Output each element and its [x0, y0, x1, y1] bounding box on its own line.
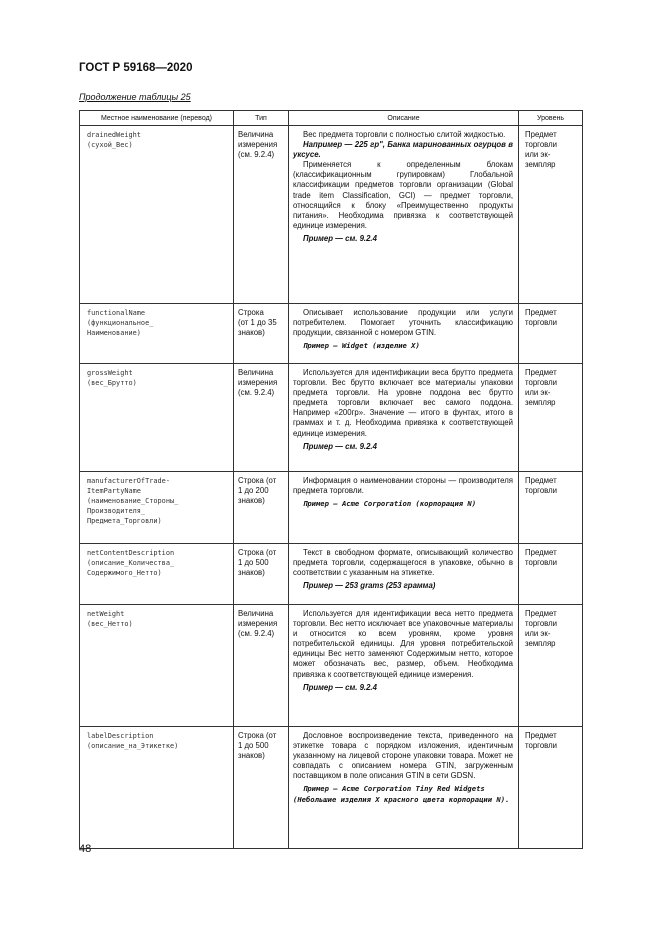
description-text: Информация о наименовании стороны — производителя предмета торговли. [293, 476, 513, 496]
attribute-name: manufacturerOfTrade- [87, 477, 170, 485]
standard-title: ГОСТ Р 59168—2020 [79, 62, 193, 74]
cell-type [234, 544, 289, 605]
type-line: Величина [238, 609, 274, 618]
type-line: Строка (от [238, 476, 277, 485]
type-line: Строка (от [238, 548, 277, 557]
attribute-name: netWeight [87, 610, 125, 618]
attribute-name: netContentDescription [87, 549, 175, 557]
cell-name [80, 126, 234, 304]
cell-level [519, 364, 583, 472]
type-line: измерения [238, 619, 278, 629]
type-line: измерения [238, 378, 278, 388]
description-example-inline: Например — 225 гр", Банка маринованных огурцов в уксусе. [293, 140, 513, 160]
type-line: знаков) [238, 751, 265, 761]
attribute-translation: (функциональное_ [87, 319, 154, 328]
cell-level [519, 126, 583, 304]
level-line: торговли [525, 318, 558, 328]
table-continuation-caption: Продолжение таблицы 25 [79, 92, 191, 102]
example-text: Пример — Acme Corporation Tiny Red Widgets (Небольшие изделия X красного цвета корпорации N). [293, 784, 510, 804]
type-line: (см. 9.2.4) [238, 629, 275, 639]
table-row [80, 472, 583, 544]
attribute-name: labelDescription [87, 732, 154, 740]
column-header-level: Уровень [519, 111, 583, 126]
attribute-translation: Наименование) [87, 329, 141, 338]
page-number: 48 [79, 843, 92, 855]
cell-name [80, 364, 234, 472]
type-line: 1 до 500 [238, 741, 269, 751]
column-header-type: Тип [234, 111, 289, 126]
attribute-name: ItemPartyName [87, 487, 141, 496]
level-line: Предмет [525, 548, 557, 557]
cell-level [519, 472, 583, 544]
level-line: или эк- [525, 629, 551, 639]
level-line: торговли [525, 619, 558, 629]
column-header-name: Местное наименование (перевод) [80, 111, 234, 126]
level-line: торговли [525, 558, 558, 568]
type-line: знаков) [238, 568, 265, 578]
cell-description [289, 364, 519, 472]
table-header-row [80, 111, 583, 126]
type-line: (от 1 до 35 [238, 318, 277, 328]
type-line: (см. 9.2.4) [238, 150, 275, 160]
type-line: знаков) [238, 496, 265, 506]
cell-name [80, 304, 234, 364]
cell-description [289, 544, 519, 605]
table-row [80, 304, 583, 364]
level-line: или эк- [525, 388, 551, 398]
attribute-name: functionalName [87, 309, 146, 317]
cell-level [519, 605, 583, 727]
type-line: Величина [238, 130, 274, 139]
table-row [80, 605, 583, 727]
level-line: земпляр [525, 639, 556, 649]
attribute-translation: Предмета_Торговли) [87, 517, 162, 526]
table-row [80, 126, 583, 304]
description-text: Используется для идентификации веса брутто предмета торговли. Вес брутто включает все материалы упаковки предмета торговли. На уровне поддона вес брутто предмета торговли включает вес самого поддона. Например «200гр». Значение — итого в фунтах, итого в граммах и т. д. Необходима привязка к соответствующей единице измерения. [293, 368, 513, 438]
cell-description [289, 126, 519, 304]
level-line: земпляр [525, 160, 556, 170]
level-line: торговли [525, 486, 558, 496]
description-text: Описывает использование продукции или услуги потребителем. Помогает уточнить классификацию продукции, связанной с номером GTIN. [293, 308, 513, 338]
description-text: Вес предмета торговли с полностью слитой жидкостью. [303, 130, 506, 139]
level-line: торговли [525, 140, 558, 150]
type-line: Строка [238, 308, 264, 317]
level-line: Предмет [525, 308, 557, 317]
cell-level [519, 304, 583, 364]
table-row [80, 727, 583, 849]
cell-type [234, 472, 289, 544]
description-text: Дословное воспроизведение текста, приведенного на этикетке товара с порядком изложения, идентичным указанному на лицевой стороне упаковки товара. Может не совпадать с описанием номера GTIN, загруженным поставщиком в поле описания GTIN в сети GDSN. [293, 731, 513, 781]
level-line: Предмет [525, 130, 557, 139]
level-line: земпляр [525, 398, 556, 408]
cell-type [234, 605, 289, 727]
attribute-translation: (описание_Количества_ [87, 559, 175, 568]
attribute-translation: (сухой_Вес) [87, 141, 133, 150]
table-row [80, 544, 583, 605]
level-line: торговли [525, 378, 558, 388]
attribute-translation: (вес_Нетто) [87, 620, 133, 629]
cell-type [234, 304, 289, 364]
attribute-translation: (описание_на_Этикетке) [87, 742, 179, 751]
cell-level [519, 544, 583, 605]
type-line: Строка (от [238, 731, 277, 740]
cell-description [289, 304, 519, 364]
cell-name [80, 727, 234, 849]
cell-level [519, 727, 583, 849]
example-text: Пример — см. 9.2.4 [303, 233, 377, 243]
level-line: или эк- [525, 150, 551, 160]
description-text: Текст в свободном формате, описывающий количество предмета торговли, содержащегося в упаковке, обычно в соответствии с указанным на этикетке. [293, 548, 513, 578]
description-text: Используется для идентификации веса нетто предмета торговли. Вес нетто исключает все упаковочные материалы и относится ко всем уровням, кроме уровня потребительской единицы. Для уровня потребительской единицы Вес нетто заменяют Содержимым нетто, которое может обозначать вес, размер, объем. Необходима привязка к соответствующей единице измерения. [293, 609, 513, 679]
level-line: Предмет [525, 368, 557, 377]
column-header-description: Описание [289, 111, 519, 126]
example-text: Пример — Widget (изделие X) [303, 341, 420, 351]
cell-type [234, 126, 289, 304]
level-line: Предмет [525, 609, 557, 618]
type-line: знаков) [238, 328, 265, 338]
level-line: Предмет [525, 476, 557, 485]
level-line: Предмет [525, 731, 557, 740]
attributes-table [79, 110, 583, 849]
cell-description [289, 605, 519, 727]
description-text: Применяется к определенным блокам (классификационным групировкам) Глобальной классификации предметов торговли организации (Global trade item Classification, GCI) — предмет торговли, относящийся к блоку «Преимущественно продукты питания». Необходима привязка к соответствующей единице измерения. [293, 160, 513, 230]
example-text: Пример — 253 grams (253 грамма) [303, 581, 436, 591]
attribute-translation: (вес_Брутто) [87, 379, 137, 388]
cell-name [80, 605, 234, 727]
type-line: (см. 9.2.4) [238, 388, 275, 398]
cell-name [80, 472, 234, 544]
type-line: измерения [238, 140, 278, 150]
type-line: 1 до 500 [238, 558, 269, 568]
cell-name [80, 544, 234, 605]
attribute-translation: Содержимого_Нетто) [87, 569, 162, 578]
example-text: Пример — см. 9.2.4 [303, 441, 377, 451]
attribute-name: grossWeight [87, 369, 133, 377]
level-line: торговли [525, 741, 558, 751]
example-text: Пример — см. 9.2.4 [303, 682, 377, 692]
attribute-translation: (наименование_Стороны_ [87, 497, 179, 506]
cell-description [289, 727, 519, 849]
attribute-translation: Производителя_ [87, 507, 146, 516]
attribute-name: drainedWeight [87, 131, 141, 139]
cell-type [234, 727, 289, 849]
table-row [80, 364, 583, 472]
type-line: Величина [238, 368, 274, 377]
cell-description [289, 472, 519, 544]
type-line: 1 до 200 [238, 486, 269, 496]
cell-type [234, 364, 289, 472]
example-text: Пример — Acme Corporation (корпорация N) [303, 499, 477, 509]
